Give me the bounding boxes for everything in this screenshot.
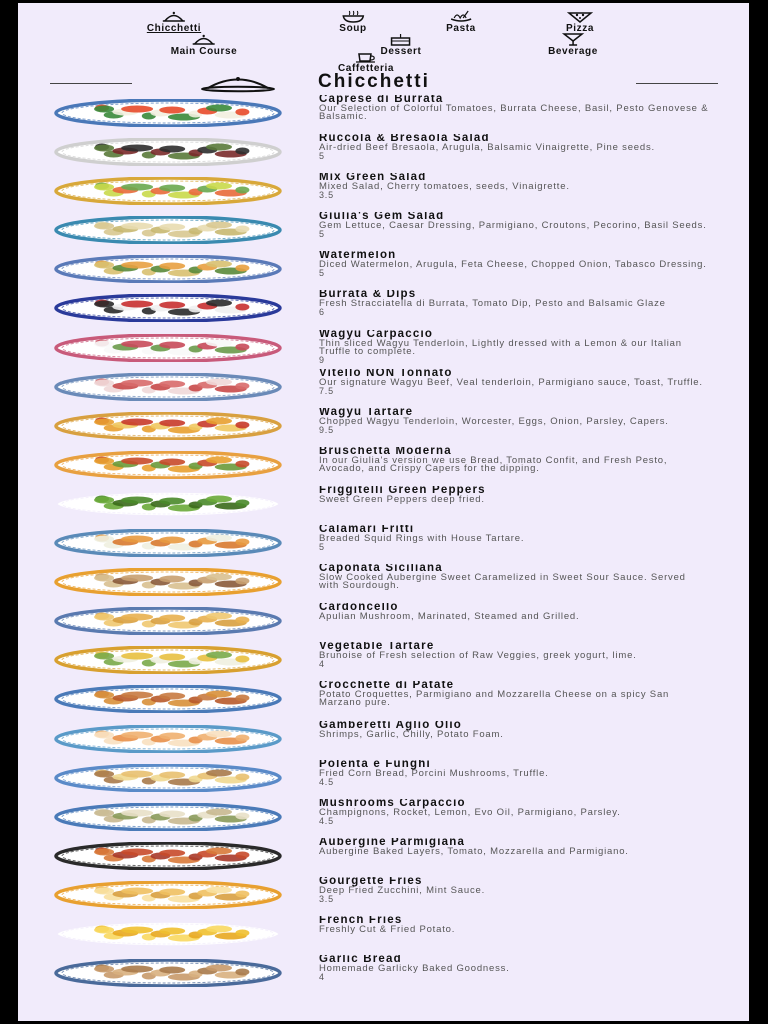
item-text xyxy=(319,877,709,916)
dish-image[interactable] xyxy=(52,685,284,713)
item-name: Mix Green Salad xyxy=(319,173,427,184)
item-text xyxy=(319,603,709,642)
dish-image[interactable] xyxy=(52,764,284,792)
item-name: Caponata Siciliana xyxy=(319,564,443,575)
heading-rule-left xyxy=(50,83,132,84)
item-description: Breaded Squid Rings with House Tartare. xyxy=(319,533,525,545)
menu-item[interactable] xyxy=(52,955,712,994)
item-price: 5 xyxy=(319,268,325,279)
menu-item[interactable] xyxy=(52,447,712,486)
menu-item[interactable] xyxy=(52,838,712,877)
cocktail-icon xyxy=(548,33,598,46)
item-name: Friggitelli Green Peppers xyxy=(319,485,486,496)
item-text xyxy=(319,525,709,564)
tab-main-course[interactable] xyxy=(171,33,238,56)
tab-beverage[interactable] xyxy=(548,33,598,56)
tab-label: Dessert xyxy=(380,46,422,57)
item-name: Burrata & Dips xyxy=(319,290,417,301)
item-name: French Fries xyxy=(319,915,403,926)
item-description: Our signature Wagyu Beef, Veal tenderloin, Parmigiano sauce, Toast, Truffle. xyxy=(319,376,703,388)
item-description: Our Selection of Colorful Tomatoes, Burrata Cheese, Basil, Pesto Genovese & Balsamic. xyxy=(319,103,709,122)
item-name: Bruschetta Moderna xyxy=(319,446,452,457)
item-description: Deep Fried Zucchini, Mint Sauce. xyxy=(319,884,486,896)
item-name: Vitello NON Tonnato xyxy=(319,368,453,379)
cake-icon xyxy=(381,33,422,46)
dish-image[interactable] xyxy=(52,842,284,870)
menu-item[interactable] xyxy=(52,251,712,290)
menu-item[interactable] xyxy=(52,760,712,799)
menu-item[interactable] xyxy=(52,408,712,447)
menu-item[interactable] xyxy=(52,290,712,329)
item-description: Aubergine Baked Layers, Tomato, Mozzarella and Parmigiano. xyxy=(319,845,629,857)
dish-image[interactable] xyxy=(52,177,284,205)
item-description: Gem Lettuce, Caesar Dressing, Parmigiano, Croutons, Pecorino, Basil Seeds. xyxy=(319,220,707,232)
item-name: Garlic Bread xyxy=(319,955,402,966)
dish-image[interactable] xyxy=(52,725,284,753)
item-description: Fresh Stracciatella di Burrata, Tomato Dip, Pesto and Balsamic Glaze xyxy=(319,298,666,310)
item-name: Watermelon xyxy=(319,251,397,262)
menu-item[interactable] xyxy=(52,603,712,642)
tab-soup[interactable] xyxy=(339,10,366,33)
item-price: 3.5 xyxy=(319,893,334,904)
dish-image[interactable] xyxy=(52,138,284,166)
item-price: 6 xyxy=(319,307,325,318)
item-text xyxy=(319,134,709,173)
item-price: 3.5 xyxy=(319,190,334,201)
item-text xyxy=(319,251,709,290)
dish-image[interactable] xyxy=(52,568,284,596)
menu-list xyxy=(52,95,712,994)
item-text xyxy=(319,799,709,838)
dish-image[interactable] xyxy=(52,373,284,401)
dish-image[interactable] xyxy=(52,607,284,635)
dish-image[interactable] xyxy=(52,646,284,674)
item-price: 4 xyxy=(319,659,325,670)
item-name: Mushrooms Carpaccio xyxy=(319,798,466,809)
menu-item[interactable] xyxy=(52,916,712,955)
menu-item[interactable] xyxy=(52,486,712,525)
item-description: Freshly Cut & Fried Potato. xyxy=(319,923,456,935)
tab-label: Chicchetti xyxy=(146,23,202,34)
item-name: Polenta e Funghi xyxy=(319,759,431,770)
menu-item[interactable] xyxy=(52,642,712,681)
item-description: Chopped Wagyu Tenderloin, Worcester, Eggs, Onion, Parsley, Capers. xyxy=(319,415,669,427)
cloche-icon xyxy=(171,33,238,46)
dish-image[interactable] xyxy=(52,529,284,557)
item-price: 4.5 xyxy=(319,776,334,787)
tab-pasta[interactable] xyxy=(446,10,476,33)
item-name: Aubergine Parmigiana xyxy=(319,837,466,848)
menu-item[interactable] xyxy=(52,721,712,760)
menu-item[interactable] xyxy=(52,525,712,564)
item-description: Fried Corn Bread, Porcini Mushrooms, Truffle. xyxy=(319,767,549,779)
item-description: Shrimps, Garlic, Chilly, Potato Foam. xyxy=(319,728,504,740)
item-price: 4.5 xyxy=(319,815,334,826)
tab-label: Caffetteria xyxy=(337,63,395,74)
dish-image[interactable] xyxy=(52,959,284,987)
item-text xyxy=(319,212,709,251)
pizza-icon xyxy=(566,10,594,23)
item-name: Cardoncello xyxy=(319,603,399,614)
menu-item[interactable] xyxy=(52,212,712,251)
item-description: Apulian Mushroom, Marinated, Steamed and Grilled. xyxy=(319,611,580,623)
tab-pizza[interactable] xyxy=(566,10,594,33)
item-name: Gourgette Fries xyxy=(319,876,423,887)
item-text xyxy=(319,955,709,994)
item-text xyxy=(319,408,709,447)
tab-label: Pizza xyxy=(565,23,595,34)
item-text xyxy=(319,916,709,955)
dish-image[interactable] xyxy=(52,803,284,831)
menu-item[interactable] xyxy=(52,173,712,212)
item-name: Ruccola & Bresaola Salad xyxy=(319,134,490,145)
dish-image[interactable] xyxy=(52,920,284,948)
dish-image[interactable] xyxy=(52,294,284,322)
tab-chicchetti[interactable] xyxy=(147,10,201,33)
item-description: Slow Cooked Aubergine Sweet Caramelized in Sweet Sour Sauce. Served with Sourdough. xyxy=(319,572,686,592)
dish-image[interactable] xyxy=(52,490,284,518)
item-price: 7.5 xyxy=(319,385,334,396)
item-name: Crocchette di Patate xyxy=(319,681,455,692)
item-description: Mixed Salad, Cherry tomatoes, seeds, Vinaigrette. xyxy=(319,181,570,193)
item-text xyxy=(319,721,709,760)
coffee-icon xyxy=(338,50,394,63)
item-name: Wagyu Carpaccio xyxy=(319,329,434,340)
item-text xyxy=(319,564,709,603)
item-name: Calamari Fritti xyxy=(319,525,415,536)
tab-label: Main Course xyxy=(170,46,238,57)
item-text xyxy=(319,95,709,134)
item-name: Wagyu Tartare xyxy=(319,407,414,418)
item-name: Caprese di Burrata xyxy=(319,95,444,105)
dish-image[interactable] xyxy=(52,216,284,244)
item-description: Diced Watermelon, Arugula, Feta Cheese, Chopped Onion, Tabasco Dressing. xyxy=(319,259,707,271)
dish-image[interactable] xyxy=(52,412,284,440)
menu-item[interactable] xyxy=(52,681,712,720)
item-text xyxy=(319,369,709,408)
menu-item[interactable] xyxy=(52,95,712,134)
menu-item[interactable] xyxy=(52,369,712,408)
pasta-icon xyxy=(446,10,476,23)
tab-label: Soup xyxy=(339,23,367,34)
menu-item[interactable] xyxy=(52,877,712,916)
menu-page xyxy=(18,3,749,1021)
item-price: 5 xyxy=(319,229,325,240)
cloche-icon xyxy=(147,10,201,23)
section-heading xyxy=(50,73,718,95)
item-text xyxy=(319,642,709,681)
item-text xyxy=(319,173,709,212)
item-description: Brunoise of Fresh selection of Raw Veggies, greek yogurt, lime. xyxy=(319,650,637,662)
item-name: Giulia's Gem Salad xyxy=(319,212,445,223)
item-price: 4 xyxy=(319,972,325,983)
item-description: Potato Croquettes, Parmigiano and Mozzarella Cheese on a spicy San Marzano pure. xyxy=(319,689,670,709)
menu-item[interactable] xyxy=(52,564,712,603)
dish-image[interactable] xyxy=(52,255,284,283)
section-title: Chicchetti xyxy=(318,71,430,92)
item-name: Gamberetti Aglio Olio xyxy=(319,720,462,731)
item-text xyxy=(319,760,709,799)
menu-item[interactable] xyxy=(52,330,712,369)
dish-image[interactable] xyxy=(52,451,284,479)
menu-item[interactable] xyxy=(52,134,712,173)
dish-image[interactable] xyxy=(52,334,284,362)
item-text xyxy=(319,290,709,329)
item-description: Thin sliced Wagyu Tenderloin, Lightly dressed with a Lemon & our Italian Truffle to complete. xyxy=(319,337,682,357)
item-description: Champignons, Rocket, Lemon, Evo Oil, Parmigiano, Parsley. xyxy=(319,806,621,818)
tab-caffetteria[interactable] xyxy=(338,50,394,73)
heading-rule-right xyxy=(636,83,718,84)
dish-image[interactable] xyxy=(52,99,284,127)
item-price: 9 xyxy=(319,354,325,365)
item-text xyxy=(319,838,709,877)
tab-label: Pasta xyxy=(446,23,476,34)
item-text xyxy=(319,447,709,486)
item-description: Air-dried Beef Bresaola, Arugula, Balsamic Vinaigrette, Pine seeds. xyxy=(319,142,655,154)
item-price: 5 xyxy=(319,151,325,162)
dish-image[interactable] xyxy=(52,881,284,909)
item-text xyxy=(319,486,709,525)
item-name: Vegetable Tartare xyxy=(319,642,435,653)
item-description: Sweet Green Peppers deep fried. xyxy=(319,493,485,505)
menu-item[interactable] xyxy=(52,799,712,838)
soup-bowl-icon xyxy=(339,10,366,23)
item-description: In our Giulia's version we use Bread, Tomato Confit, and Fresh Pesto, Avocado, and Crispy Capers for the dipping. xyxy=(319,454,668,474)
item-description: Homemade Garlicky Baked Goodness. xyxy=(319,963,510,975)
item-price: 5 xyxy=(319,542,325,553)
category-nav xyxy=(18,3,749,74)
item-text xyxy=(319,330,709,369)
tab-label: Beverage xyxy=(548,46,598,57)
item-price: 9.5 xyxy=(319,424,334,435)
item-text xyxy=(319,681,709,720)
